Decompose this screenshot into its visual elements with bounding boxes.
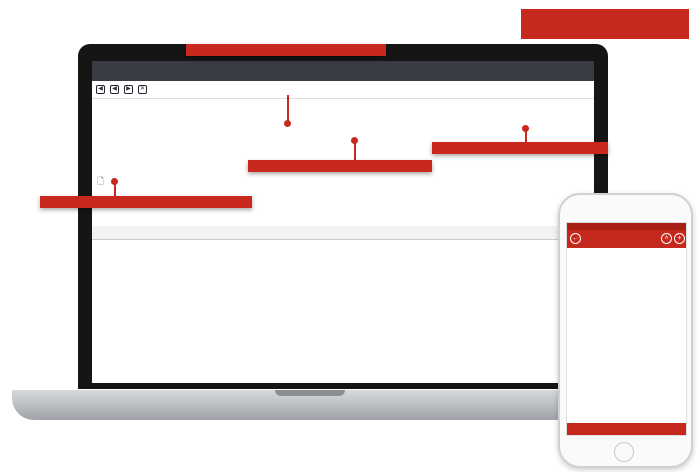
phone-footer[interactable] [567,423,687,436]
slide-title [521,9,689,39]
close-icon[interactable]: ✕ [139,86,146,92]
callout-description [40,196,252,208]
callout-top-line [287,95,289,123]
callout-control [432,142,608,154]
back-icon[interactable]: ◀ [96,85,105,94]
callout-client-executor [186,44,386,56]
laptop-screen [92,61,594,383]
add-icon[interactable]: + [674,233,685,244]
home-button[interactable] [614,442,634,462]
app-header [92,61,594,81]
comments-grid-header [92,226,594,240]
back-icon[interactable]: ← [572,235,579,242]
callout-middle-dot [351,137,358,144]
callout-left-dot [111,178,118,185]
attach-icon[interactable]: 🗋 [97,176,104,186]
phone-status-bar [567,223,687,230]
chevron-up-icon[interactable]: ˄ [661,233,672,244]
laptop-notch [275,390,345,396]
next-icon[interactable]: ▶ [124,85,133,94]
phone-screen [566,222,687,436]
toolbar [92,81,594,99]
callout-deadlines [248,160,432,172]
prev-icon[interactable]: ◀ [110,85,119,94]
callout-right-dot [522,125,529,132]
callout-top-dot [284,120,291,127]
